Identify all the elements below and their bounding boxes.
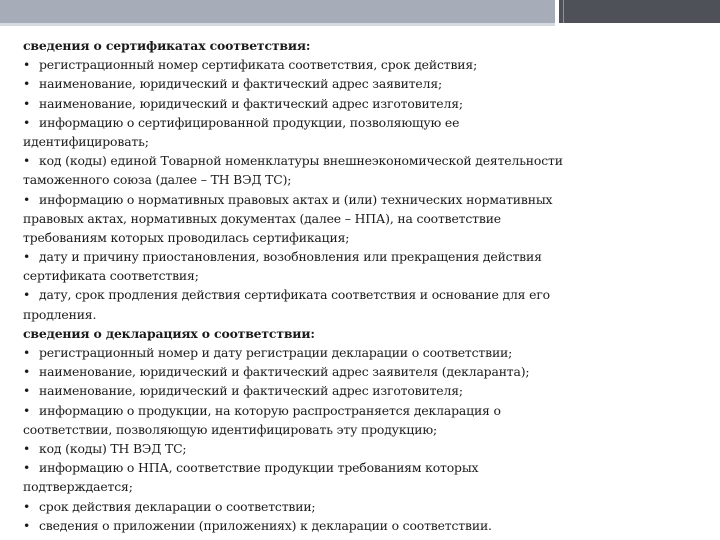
list-item-text: регистрационный номер и дату регистрации декларации о соответствии; bbox=[39, 345, 513, 360]
slide-text-body bbox=[23, 36, 703, 535]
bullet-icon: • bbox=[23, 498, 31, 514]
bullet-icon: • bbox=[23, 460, 31, 476]
list-item-text: наименование, юридический и фактический адрес заявителя (декларанта); bbox=[39, 364, 530, 380]
list-item-continuation bbox=[23, 266, 703, 285]
bullet-icon: • bbox=[23, 345, 31, 360]
list-item-text: информацию о нормативных правовых актах и (или) технических нормативных bbox=[39, 191, 553, 207]
list-item bbox=[23, 497, 703, 516]
top-bar-corner-line bbox=[563, 0, 564, 23]
section-heading-declarations: сведения о декларациях о соответствии: bbox=[23, 325, 315, 341]
list-item-continuation bbox=[23, 420, 703, 439]
list-item-text: идентифицировать; bbox=[23, 133, 149, 149]
bullet-icon: • bbox=[23, 76, 31, 92]
list-item bbox=[23, 74, 703, 93]
list-item bbox=[23, 190, 703, 209]
list-item bbox=[23, 439, 703, 458]
section-heading-certificates: сведения о сертификатах соответствия: bbox=[23, 38, 311, 53]
list-item bbox=[23, 458, 703, 477]
bullet-icon: • bbox=[23, 364, 31, 380]
list-item bbox=[23, 343, 703, 362]
bullet-icon: • bbox=[23, 191, 31, 207]
list-item-continuation bbox=[23, 209, 703, 228]
bullet-icon: • bbox=[23, 383, 31, 399]
bullet-icon: • bbox=[23, 249, 31, 265]
slide-top-bar bbox=[0, 0, 720, 23]
list-item-text: сведения о приложении (приложениях) к декларации о соответствии. bbox=[39, 517, 492, 533]
list-item bbox=[23, 285, 703, 304]
list-item-continuation bbox=[23, 132, 703, 151]
list-item-continuation bbox=[23, 228, 703, 247]
list-item-text: подтверждается; bbox=[23, 479, 133, 495]
list-item-text: информацию о НПА, соответствие продукции требованиям которых bbox=[39, 460, 479, 476]
list-item bbox=[23, 151, 703, 170]
list-item-text: код (коды) ТН ВЭД ТС; bbox=[39, 440, 187, 456]
list-item-text: наименование, юридический и фактический адрес изготовителя; bbox=[39, 95, 463, 111]
list-item bbox=[23, 94, 703, 113]
top-bar-separator bbox=[555, 0, 559, 23]
list-item-text: код (коды) единой Товарной номенклатуры внешнеэкономической деятельности bbox=[39, 153, 563, 169]
bullet-icon: • bbox=[23, 95, 31, 111]
list-item-text: правовых актах, нормативных документах (далее – НПА), на соответствие bbox=[23, 210, 501, 226]
list-item-continuation bbox=[23, 170, 703, 189]
list-item bbox=[23, 516, 703, 535]
list-item-continuation bbox=[23, 305, 703, 324]
list-item bbox=[23, 113, 703, 132]
list-item-text: дату, срок продления действия сертификата соответствия и основание для его bbox=[39, 287, 550, 303]
list-item-text: таможенного союза (далее – ТН ВЭД ТС); bbox=[23, 172, 292, 188]
bullet-icon: • bbox=[23, 287, 31, 303]
bullet-icon: • bbox=[23, 440, 31, 456]
list-item-text: срок действия декларации о соответствии; bbox=[39, 498, 316, 514]
list-item bbox=[23, 247, 703, 266]
list-item-text: продления. bbox=[23, 306, 97, 322]
list-item-text: наименование, юридический и фактический адрес заявителя; bbox=[39, 76, 443, 92]
list-item-text: соответствии, позволяющую идентифицировать эту продукцию; bbox=[23, 421, 438, 437]
bullet-icon: • bbox=[23, 153, 31, 169]
list-item-text: наименование, юридический и фактический адрес изготовителя; bbox=[39, 383, 463, 399]
list-item bbox=[23, 381, 703, 400]
list-item-continuation bbox=[23, 477, 703, 496]
list-item bbox=[23, 362, 703, 381]
top-bar-underline bbox=[0, 23, 555, 26]
bullet-icon: • bbox=[23, 517, 31, 533]
bullet-icon: • bbox=[23, 114, 31, 130]
top-bar-left-band bbox=[0, 0, 555, 23]
bullet-icon: • bbox=[23, 402, 31, 418]
list-item-text: информацию о продукции, на которую распространяется декларация о bbox=[39, 402, 501, 418]
list-item-text: информацию о сертифицированной продукции, позволяющую ее bbox=[39, 114, 460, 130]
top-bar-right-band bbox=[555, 0, 720, 23]
list-item bbox=[23, 401, 703, 420]
list-item-text: регистрационный номер сертификата соответствия, срок действия; bbox=[39, 57, 478, 73]
bullet-icon: • bbox=[23, 57, 31, 73]
list-item bbox=[23, 55, 703, 74]
list-item-text: дату и причину приостановления, возобновления или прекращения действия bbox=[39, 249, 542, 265]
list-item-text: требованиям которых проводилась сертификация; bbox=[23, 229, 350, 245]
list-item-text: сертификата соответствия; bbox=[23, 268, 199, 284]
